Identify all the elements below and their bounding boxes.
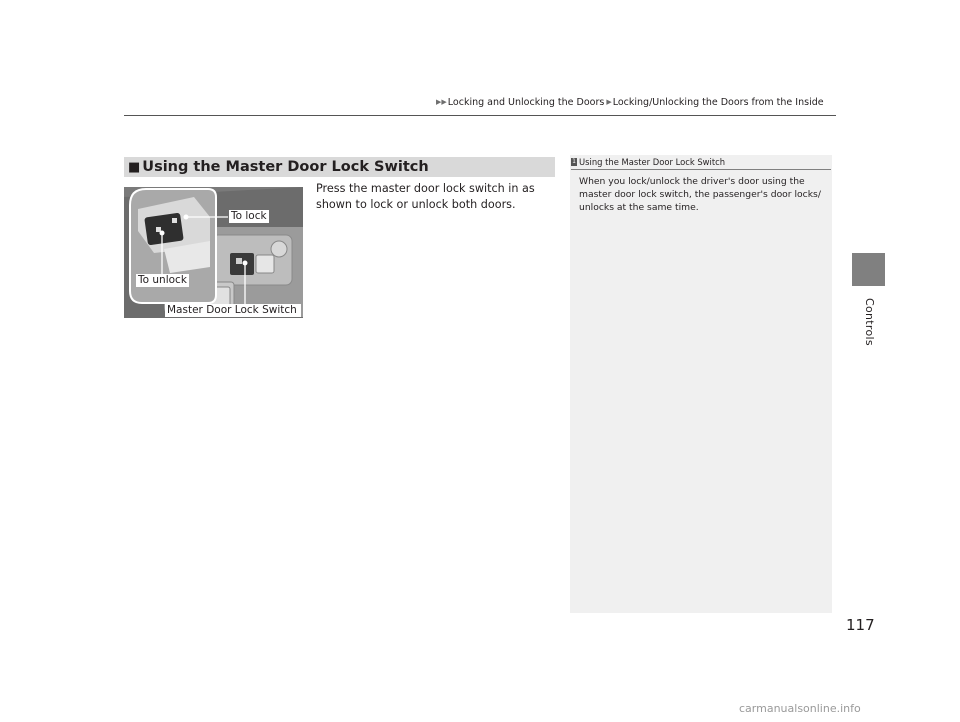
section-title: Using the Master Door Lock Switch bbox=[142, 159, 429, 175]
note-text: When you lock/unlock the driver's door using the master door lock switch, the passenger's door locks/ unlocks at the same time. bbox=[579, 176, 821, 213]
breadcrumb-item[interactable]: Locking/Unlocking the Doors from the Inside bbox=[612, 96, 824, 108]
chapter-label: Controls bbox=[863, 298, 876, 346]
page-number: 117 bbox=[846, 616, 875, 634]
header-divider bbox=[124, 115, 836, 116]
note-reference-icon: 1 bbox=[572, 158, 576, 165]
watermark: carmanualsonline.info bbox=[739, 702, 861, 715]
master-switch-callout: Master Door Lock Switch bbox=[165, 304, 301, 317]
note-panel bbox=[570, 155, 832, 613]
note-title: Using the Master Door Lock Switch bbox=[579, 157, 726, 167]
section-header bbox=[124, 157, 555, 177]
instruction-text: Press the master door lock switch in as shown to lock or unlock both doors. bbox=[316, 182, 535, 211]
breadcrumb bbox=[436, 95, 836, 109]
door-panel-drawing bbox=[124, 187, 303, 318]
to-unlock-callout: To unlock bbox=[138, 274, 187, 286]
chapter-tab bbox=[852, 253, 885, 286]
breadcrumb-item[interactable]: Locking and Unlocking the Doors bbox=[447, 96, 605, 108]
note-heading bbox=[571, 157, 831, 170]
breadcrumb-arrow-icon: ▶▶ bbox=[436, 98, 447, 106]
master-switch-illustration bbox=[124, 187, 303, 318]
breadcrumb-arrow-icon: ▶ bbox=[606, 98, 612, 106]
to-lock-callout: To lock bbox=[231, 210, 267, 222]
section-marker: ■ bbox=[128, 159, 141, 175]
